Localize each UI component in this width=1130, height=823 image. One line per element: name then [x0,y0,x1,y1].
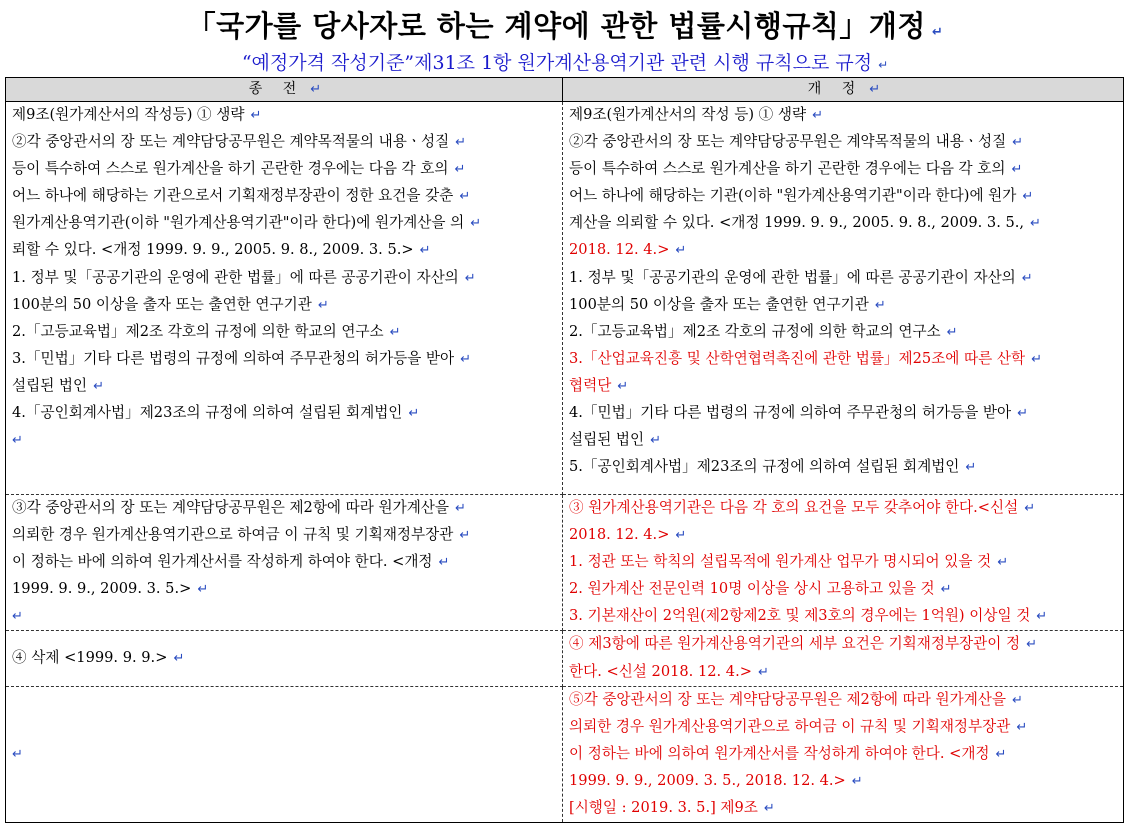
amended-text-line: 한다. <신설 2018. 12. 4.> ↵ [569,662,769,680]
text-line: 설립된 법인 ↵ [569,431,662,449]
text-line: 1. 정부 및「공공기관의 운영에 관한 법률」에 따른 공공기관이 자산의 ↵ [12,268,476,286]
paragraph-mark-icon: ↵ [995,746,1007,762]
text-line: ②각 중앙관서의 장 또는 계약담당공무원은 계약목적물의 내용ㆍ성질 ↵ [569,133,1024,151]
paragraph-mark-icon: ↵ [1016,719,1028,735]
cell-after-article9-para2 [563,102,1124,495]
amended-text-line: [시행일 : 2019. 3. 5.] 제9조 ↵ [569,799,775,817]
amended-text-line: 1999. 9. 9., 2009. 3. 5., 2018. 12. 4.> ↵ [569,771,863,789]
text-line: 설립된 법인 ↵ [12,376,105,394]
paragraph-mark-icon: ↵ [173,651,185,667]
paragraph-mark-icon: ↵ [454,162,466,178]
text-line: 2.「고등교육법」제2조 각호의 규정에 의한 학교의 연구소 ↵ [569,322,958,340]
paragraph-mark-icon: ↵ [931,25,944,40]
paragraph-mark-icon: ↵ [650,433,662,449]
text-line: 어느 하나에 해당하는 기관으로서 기획재정부장관이 정한 요건을 갖춘 ↵ [12,187,471,205]
paragraph-mark-icon: ↵ [93,378,105,394]
paragraph-mark-icon: ↵ [997,555,1009,571]
paragraph-mark-icon: ↵ [675,528,687,544]
paragraph-mark-icon: ↵ [1012,135,1024,151]
document-title-text: 「국가를 당사자로 하는 계약에 관한 법률시행규칙」개정 [186,9,926,43]
amended-text-line: 의뢰한 경우 원가계산용역기관으로 하여금 이 규칙 및 기획재정부장관 ↵ [569,717,1028,735]
amended-text-line: 협력단 ↵ [569,376,629,394]
text-line: ③각 중앙관서의 장 또는 계약담당공무원은 제2항에 따라 원가계산을 ↵ [12,499,466,516]
paragraph-mark-icon: ↵ [1031,351,1042,367]
amended-text-line: 3.「산업교육진흥 및 산학연협력촉진에 관한 법률」제25조에 따른 산학 ↵ [569,349,1042,367]
cell-after-article9-para4 [563,631,1124,686]
text-line: 100분의 50 이상을 출자 또는 출연한 연구기관 ↵ [569,295,886,313]
paragraph-mark-icon: ↵ [757,664,769,680]
paragraph-mark-icon: ↵ [874,297,886,313]
text-line: 제9조(원가계산서의 작성등) ① 생략 ↵ [12,106,262,123]
text-line: 2.「고등교육법」제2조 각호의 규정에 의한 학교의 연구소 ↵ [12,322,401,340]
text-line: 계산을 의뢰할 수 있다. <개정 1999. 9. 9., 2005. 9. 8., 2009. 3. 5., ↵ [569,214,1041,232]
paragraph-mark-icon: ↵ [1021,270,1033,286]
paragraph-mark-icon: ↵ [940,582,952,598]
paragraph-mark-icon: ↵ [1011,162,1023,178]
paragraph-mark-icon: ↵ [965,460,977,476]
cell-before-article9-para2 [6,102,563,495]
text-line: 등이 특수하여 스스로 원가계산을 하기 곤란한 경우에는 다음 각 호의 ↵ [12,160,466,178]
paragraph-mark-icon: ↵ [617,378,629,394]
paragraph-mark-icon: ↵ [438,555,450,571]
amended-text-line: 1. 정관 또는 학칙의 설립목적에 원가계산 업무가 명시되어 있을 것 ↵ [569,553,1009,571]
paragraph-mark-icon: ↵ [250,108,262,123]
text-line: 4.「공인회계사법」제23조의 규정에 의하여 설립된 회계법인 ↵ [12,404,420,422]
amended-text-line: 이 정하는 바에 의하여 원가계산서를 작성하게 하여야 한다. <개정 ↵ [569,744,1007,762]
text-line: 100분의 50 이상을 출자 또는 출연한 연구기관 ↵ [12,295,329,313]
amended-text-line: 2. 원가계산 전문인력 10명 이상을 상시 고용하고 있을 것 ↵ [569,580,952,598]
paragraph-mark-icon: ↵ [878,58,889,72]
text-line: ②각 중앙관서의 장 또는 계약담당공무원은 계약목적물의 내용ㆍ성질 ↵ [12,133,467,151]
cell-before-empty [6,686,563,822]
empty-line [12,603,558,630]
paragraph-mark-icon: ↵ [389,324,401,340]
text-line: 뢰할 수 있다. <개정 1999. 9. 9., 2005. 9. 8., 2009. 3. 5.> ↵ [12,241,431,259]
paragraph-mark-icon: ↵ [1017,406,1029,422]
text-line: 어느 하나에 해당하는 기관(이하 "원가계산용역기관"이라 한다)에 원가 ↵ [569,187,1034,205]
paragraph-mark-icon: ↵ [946,324,958,340]
cell-before-article9-para4 [6,631,563,686]
amended-text-line: 2018. 12. 4.> ↵ [569,241,687,259]
text-line: 1999. 9. 9., 2009. 3. 5.> ↵ [12,580,209,598]
text-line: 등이 특수하여 스스로 원가계산을 하기 곤란한 경우에는 다음 각 호의 ↵ [569,160,1023,178]
column-header-after: 개 정 ↵ [563,78,1124,102]
amended-text-line: ⑤각 중앙관서의 장 또는 계약담당공무원은 제2항에 따라 원가계산을 ↵ [569,690,1023,708]
paragraph-mark-icon: ↵ [1022,189,1034,205]
paragraph-mark-icon: ↵ [12,746,23,762]
paragraph-mark-icon: ↵ [197,582,209,598]
amended-text-line: ③ 원가계산용역기관은 다음 각 호의 요건을 모두 갖추어야 한다.<신설 ↵ [569,499,1036,516]
paragraph-mark-icon: ↵ [851,773,863,789]
text-line: 원가계산용역기관(이하 "원가계산용역기관"이라 한다)에 원가계산을 의 ↵ [12,214,482,232]
empty-line [12,427,558,454]
cell-after-article9-para3 [563,495,1124,631]
paragraph-mark-icon: ↵ [1024,501,1036,516]
text-line: 의뢰한 경우 원가계산용역기관으로 하여금 이 규칙 및 기획재정부장관 ↵ [12,526,471,544]
paragraph-mark-icon: ↵ [1036,609,1048,625]
table-header-row [6,78,1124,102]
paragraph-mark-icon: ↵ [812,108,823,123]
paragraph-mark-icon: ↵ [470,216,482,232]
cell-after-article9-para5 [563,686,1124,822]
paragraph-mark-icon: ↵ [869,82,881,97]
paragraph-mark-icon: ↵ [317,297,329,313]
paragraph-mark-icon: ↵ [1026,637,1037,653]
text-line: 3.「민법」기타 다른 법령의 규정에 의하여 주무관청의 허가등을 받아 ↵ [12,349,472,367]
cell-before-article9-para3 [6,495,563,631]
empty-line [12,741,558,768]
amended-text-line: 2018. 12. 4.> ↵ [569,526,687,544]
text-line: ④ 삭제 <1999. 9. 9.> ↵ [12,649,185,667]
amended-text-line: ④ 제3항에 따른 원가계산용역기관의 세부 요건은 기획재정부장관이 정 ↵ [569,635,1037,653]
paragraph-mark-icon: ↵ [310,82,322,97]
paragraph-mark-icon: ↵ [459,189,471,205]
table-row [6,495,1124,631]
column-header-before: 종 전 ↵ [6,78,563,102]
paragraph-mark-icon: ↵ [763,801,775,817]
paragraph-mark-icon: ↵ [464,270,476,286]
paragraph-mark-icon: ↵ [12,433,23,449]
document-subtitle-text: “예정가격 작성기준”제31조 1항 원가계산용역기관 관련 시행 규칙으로 규정 [241,52,873,74]
text-line: 1. 정부 및「공공기관의 운영에 관한 법률」에 따른 공공기관이 자산의 ↵ [569,268,1033,286]
text-line: 5.「공인회계사법」제23조의 규정에 의하여 설립된 회계법인 ↵ [569,458,977,476]
paragraph-mark-icon: ↵ [459,528,471,544]
document-subtitle [0,50,1130,78]
paragraph-mark-icon: ↵ [675,243,687,259]
paragraph-mark-icon: ↵ [419,243,431,259]
table-row [6,102,1124,495]
document-title [0,6,1130,53]
comparison-table [5,77,1124,823]
paragraph-mark-icon: ↵ [1030,216,1041,232]
amended-text-line: 3. 기본재산이 2억원(제2항제2호 및 제3호의 경우에는 1억원) 이상일 것 ↵ [569,607,1048,625]
paragraph-mark-icon: ↵ [455,135,467,151]
table-row [6,631,1124,686]
paragraph-mark-icon: ↵ [408,406,420,422]
paragraph-mark-icon: ↵ [455,501,466,516]
text-line: 제9조(원가계산서의 작성 등) ① 생략 ↵ [569,106,823,123]
paragraph-mark-icon: ↵ [12,609,23,625]
text-line: 4.「민법」기타 다른 법령의 규정에 의하여 주무관청의 허가등을 받아 ↵ [569,404,1029,422]
paragraph-mark-icon: ↵ [1012,692,1023,708]
table-row [6,686,1124,822]
paragraph-mark-icon: ↵ [460,351,472,367]
text-line: 이 정하는 바에 의하여 원가계산서를 작성하게 하여야 한다. <개정 ↵ [12,553,450,571]
